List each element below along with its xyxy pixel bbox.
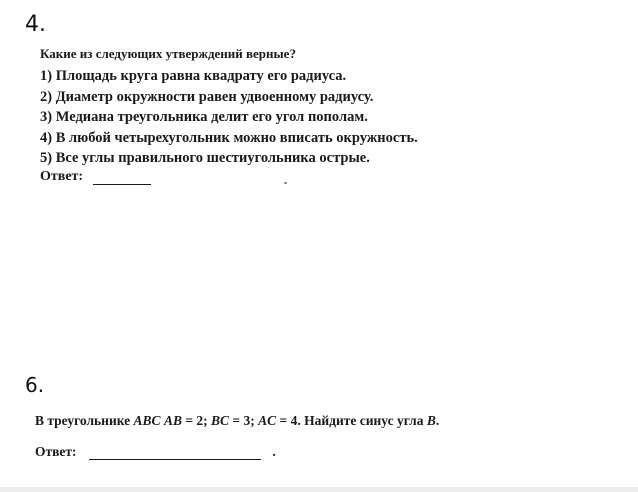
problem-end: . bbox=[435, 413, 440, 428]
statement-5: 5) Все углы правильного шестиугольника острые. bbox=[40, 150, 370, 166]
side-ab-label: AB bbox=[163, 413, 182, 428]
task-6-answer-blank[interactable] bbox=[89, 445, 261, 460]
stray-ink-mark bbox=[284, 182, 287, 184]
triangle-name: ABC bbox=[133, 413, 161, 428]
task-4-statements-list bbox=[40, 66, 418, 169]
page-bottom-edge bbox=[0, 487, 638, 492]
statement-4: 4) В любой четырехугольник можно вписать окружность. bbox=[40, 129, 418, 146]
task-4-question: Какие из следующих утверждений верные? bbox=[40, 46, 296, 61]
task-6-number: 6. bbox=[25, 373, 45, 397]
task-6-answer-label: Ответ: bbox=[35, 444, 77, 459]
side-ac-label: AC bbox=[258, 413, 277, 428]
task-4-number: 4. bbox=[25, 12, 46, 37]
task-6-problem-text bbox=[35, 413, 439, 429]
side-ab-value: = 2; bbox=[181, 413, 212, 428]
side-ac-value-and-question: = 4. Найдите синус угла bbox=[276, 413, 427, 428]
problem-intro: В треугольнике bbox=[35, 413, 131, 428]
task-6-answer-row bbox=[35, 444, 276, 460]
statement-3: 3) Медиана треугольника делит его угол пополам. bbox=[40, 109, 368, 125]
task-4-answer-blank[interactable] bbox=[93, 170, 151, 185]
angle-name: B bbox=[426, 413, 436, 428]
statement-2: 2) Диаметр окружности равен удвоенному радиусу. bbox=[40, 88, 374, 105]
task-4-answer-label: Ответ: bbox=[40, 169, 84, 184]
task-6-answer-trailing-dot: . bbox=[272, 444, 276, 459]
statement-1: 1) Площадь круга равна квадрату его радиуса. bbox=[40, 68, 347, 84]
task-4-answer-row bbox=[40, 169, 151, 185]
side-bc-label: BC bbox=[211, 413, 230, 428]
side-bc-value: = 3; bbox=[229, 413, 259, 428]
